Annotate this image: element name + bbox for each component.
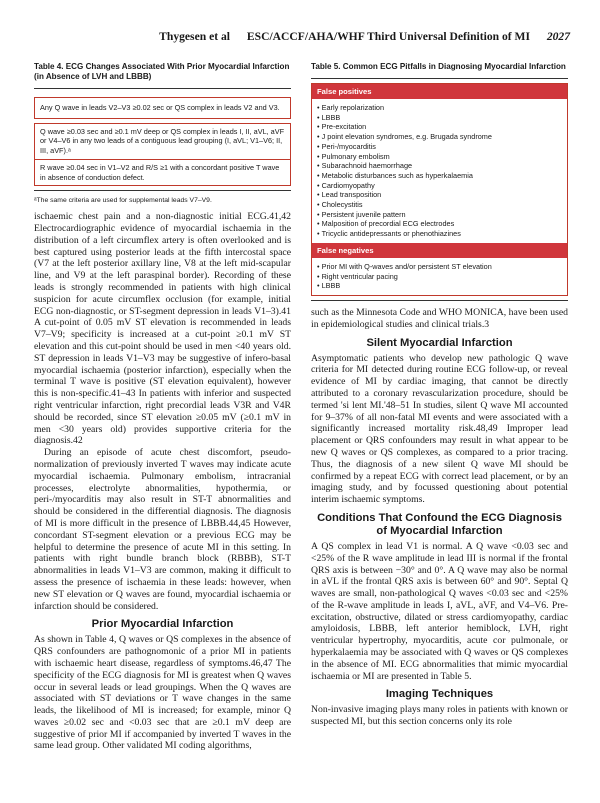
false-negatives-header: False negatives: [312, 243, 567, 258]
body-paragraph: Asymptomatic patients who develop new pathologic Q wave criteria for MI detected during routine ECG follow-up, or reveal evidence of MI by cardiac imaging, that cannot be directly attributed to a coronary revascularization procedure, should be termed 'si lent MI.'48–51 In studies, silent Q wave MI accounted for 9–37% of all non-fatal MI events and were associated with a significantly increased mortality risk.48,49 Improper lead placement or QRS confounders may result in what appear to be new Q waves or QS complexes, as compared to a prior tracing. Thus, the diagnosis of a new silent Q wave MI should be confirmed by a repeat ECG with correct lead placement, or by an imaging study, and by focussed questioning about potential interim ischaemic symptoms.: [311, 352, 568, 506]
table-5-caption: Table 5. Common ECG Pitfalls in Diagnosing Myocardial Infarction: [311, 62, 566, 71]
section-heading: Imaging Techniques: [385, 688, 494, 701]
body-paragraph: A QS complex in lead V1 is normal. A Q wave <0.03 sec and <25% of the R wave amplitude in lead III is normal if the frontal QRS axis is between −30° and 0°. A Q wave may also be normal in aVL if the frontal QRS axis is between 60° and 90°. Septal Q waves are small, non-pathological Q waves <0.03 sec and <25% of the R-wave amplitude in leads I, aVL, aVF, and V4–V6. Pre-excitation, obstructive, dilated or stress cardiomyopathy, cardiac amyloidosis, LBBB, left anterior hemiblock, LVH, right ventricular hypertrophy, myocarditis, acute cor pulmonale, or hyperkalaemia may be associated with Q waves or QS complexes in the absence of MI. ECG abnormalities that mimic myocardial ischaemia or MI are presented in Table 5.: [311, 540, 568, 682]
table-4-caption: Table 4. ECG Changes Associated With Prior Myocardial Infarction (in Absence of LVH and LBBB): [34, 62, 290, 81]
section-heading: Prior Myocardial Infarction: [91, 618, 234, 631]
table-4-row: Q wave ≥0.03 sec and ≥0.1 mV deep or QS complex in leads I, II, aVL, aVF or V4–V6 in any two leads of a contiguous lead grouping (I, aVL; V1–V6; II, III, aVF).ᵃ: [40, 126, 285, 156]
list-item: • LBBB: [317, 113, 562, 123]
table-4-row: Any Q wave in leads V2–V3 ≥0.02 sec or QS complex in leads V2 and V3.: [40, 103, 280, 112]
list-item: • Pulmonary embolism: [317, 152, 562, 162]
section-heading: Silent Myocardial Infarction: [366, 336, 513, 349]
list-item: • Peri-/myocarditis: [317, 142, 562, 152]
list-item: • Pre-excitation: [317, 122, 562, 132]
false-positives-header: False positives: [312, 84, 567, 99]
list-item: • Early repolarization: [317, 103, 562, 113]
table-4-box: [34, 123, 291, 187]
list-item: • Subarachnoid haemorrhage: [317, 161, 562, 171]
body-paragraph: such as the Minnesota Code and WHO MONICA, have been used in epidemiological studies and clinical trials.3: [311, 306, 568, 330]
list-item: • Metabolic disturbances such as hyperkalaemia: [317, 171, 562, 181]
list-item: • Malposition of precordial ECG electrodes: [317, 219, 562, 229]
body-paragraph: Non-invasive imaging plays many roles in patients with known or suspected MI, but this section concerns only its role: [311, 704, 568, 728]
body-paragraph: During an episode of acute chest discomfort, pseudo-normalization of previously inverted T waves may indicate acute myocardial ischaemia. Pulmonary embolism, intracranial processes, electrolyte abnormalities, hypothermia, or peri-/myocarditis may also result in ST-T abnormalities and should be considered in the differential diagnosis. The diagnosis of MI is more difficult in the presence of LBBB.44,45 However, concordant ST-segment elevation or a previous ECG may be helpful to determine the presence of acute MI in this setting. In patients with right bundle branch block (RBBB), ST-T abnormalities in leads V1–V3 are common, making it difficult to assess the presence of ischaemia in these leads: however, when new ST elevation or Q waves are found, myocardial ischaemia or infarction should be considered.: [34, 447, 291, 612]
table-4: [34, 62, 291, 205]
body-paragraph: As shown in Table 4, Q waves or QS complexes in the absence of QRS confounders are pathognomonic of a prior MI in patients with ischaemic heart disease, regardless of symptoms.46,47 The specificity of the ECG diagnosis for MI is greatest when Q waves occur in several leads or lead groupings. When the Q waves are associated with ST deviations or T wave changes in the same leads, the likelihood of MI is increased; for example, minor Q waves ≥0.02 sec and <0.03 sec that are ≥0.1 mV deep are suggestive of prior MI if accompanied by inverted T waves in the same lead group. Other validated MI coding algorithms,: [34, 634, 291, 752]
list-item: • Prior MI with Q-waves and/or persistent ST elevation: [317, 262, 562, 272]
list-item: • Lead transposition: [317, 190, 562, 200]
list-item: • Cholecystitis: [317, 200, 562, 210]
table-5: [311, 62, 568, 301]
list-item: • Right ventricular pacing: [317, 272, 562, 282]
left-column: [34, 62, 291, 752]
table-5-frame: [311, 78, 568, 301]
list-item: • Persistent juvenile pattern: [317, 210, 562, 220]
table-4-footnote: ᵃThe same criteria are used for supplemental leads V7–V9.: [34, 197, 212, 205]
list-item: • Cardiomyopathy: [317, 181, 562, 191]
right-column: [311, 62, 568, 728]
section-heading: Conditions That Confound the ECG Diagnosis of Myocardial Infarction: [317, 511, 562, 537]
false-negatives-list: [312, 258, 567, 295]
running-header-journal: ESC/ACCF/AHA/WHF Third Universal Definition of MI: [246, 30, 530, 43]
page-number: 2027: [546, 30, 570, 43]
list-item: • Tricyclic antidepressants or phenothiazines: [317, 229, 562, 239]
running-header: [34, 30, 570, 44]
running-header-authors: Thygesen et al: [159, 30, 230, 43]
list-item: • LBBB: [317, 281, 562, 291]
false-positives-list: [312, 99, 567, 243]
table-5-box: [311, 83, 568, 296]
list-item: • J point elevation syndromes, e.g. Brugada syndrome: [317, 132, 562, 142]
table-4-box: [34, 97, 291, 119]
table-4-row: R wave ≥0.04 sec in V1–V2 and R/S ≥1 with a concordant positive T wave in absence of conduction defect.: [35, 159, 290, 185]
table-4-frame: [34, 88, 291, 191]
body-paragraph: ischaemic chest pain and a non-diagnostic initial ECG.41,42 Electrocardiographic evidence of myocardial ischaemia in the distribution of a left circumflex artery is often overlooked and is best captured using posterior leads at the fifth intercostal space (V7 at the left posterior axillary line, V8 at the left mid-scapular line, and V9 at the left paraspinal border). Recording of these leads is strongly recommended in patients with high clinical suspicion for acute circumflex occlusion (for example, initial ECG non-diagnostic, or ST-segment depression in leads V1–3).41 A cut-point of 0.05 mV ST elevation is recommended in leads V7–V9; specificity is increased at a cut-point ≥0.1 mV ST elevation and this cut-point should be used in men <40 years old. ST depression in leads V1–V3 may be suggestive of infero-basal myocardial ischaemia (posterior infarction), especially when the terminal T wave is positive (ST elevation equivalent), however this is non-specific.41–43 In patients with inferior and suspected right ventricular infarction, right precordial leads V3R and V4R should be recorded, since ST elevation ≥0.05 mV (≥0.1 mV in men <30 years old) provides supportive criteria for the diagnosis.42: [34, 211, 291, 447]
